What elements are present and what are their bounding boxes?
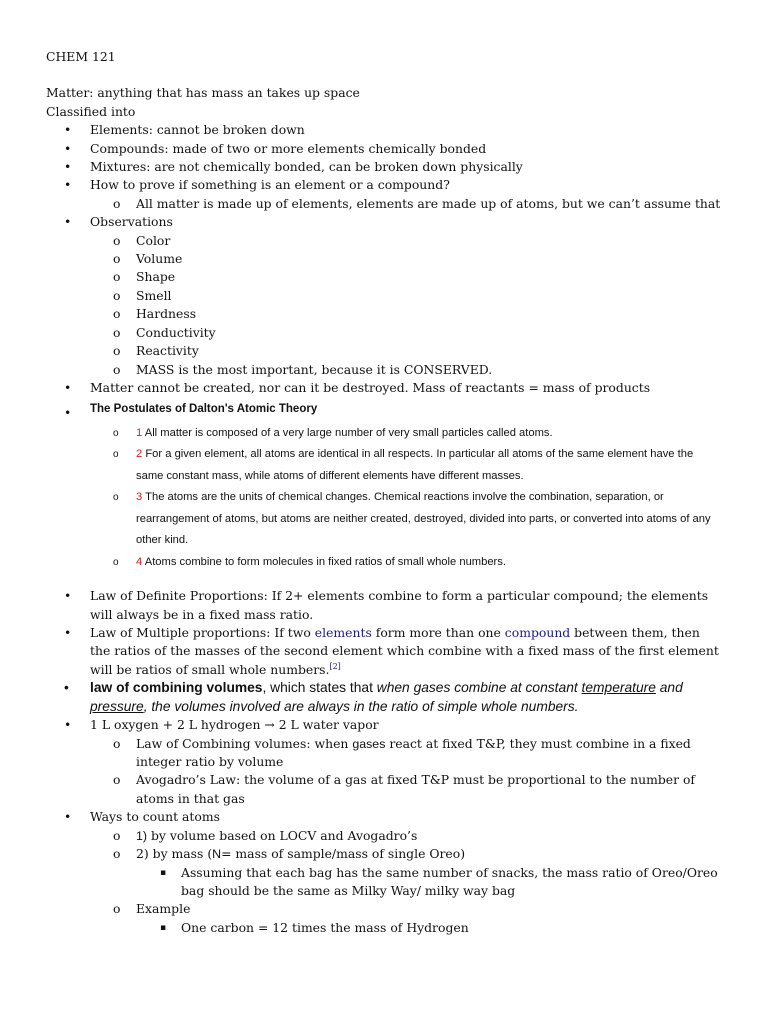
- bullet-marker: •: [64, 680, 69, 696]
- spacer: [46, 573, 722, 587]
- elements-link[interactable]: elements: [314, 625, 372, 641]
- circle-marker: o: [113, 427, 119, 439]
- list-item: • Law of Definite Proportions: If 2+ elements combine to form a particular compound; the elements will always be in a fixed mass ratio.: [64, 588, 709, 622]
- list-item: o 4 Atoms combine to form molecules in fixed ratios of small whole numbers.: [46, 552, 722, 574]
- circle-marker: o: [113, 361, 121, 377]
- list-item: o 2) by mass (N= mass of sample/mass of single Oreo): [46, 845, 722, 863]
- dalton-title: The Postulates of Dalton's Atomic Theory: [90, 403, 318, 416]
- list-item: o 1) by volume based on LOCV and Avogadro’s: [46, 827, 722, 845]
- list-item: • Compounds: made of two or more elements chemically bonded: [46, 140, 722, 158]
- list-item: o Shape: [46, 268, 722, 286]
- circle-marker: o: [113, 772, 121, 788]
- bullet-marker: •: [64, 588, 72, 604]
- list-item: • Observations: [46, 213, 722, 231]
- circle-marker: o: [113, 324, 121, 340]
- list-item: [46, 716, 722, 734]
- list-item: o Smell: [46, 287, 722, 305]
- list-item: o Conductivity: [46, 324, 722, 342]
- circle-marker: o: [113, 195, 121, 211]
- circle-marker: o: [113, 287, 121, 303]
- classified-heading: Classified into: [46, 103, 136, 119]
- bullet-marker: •: [64, 122, 72, 138]
- bullet-marker: •: [64, 379, 72, 395]
- square-marker: ▪: [160, 867, 167, 878]
- circle-marker: o: [113, 449, 119, 461]
- list-item: o All matter is made up of elements, elements are made up of atoms, but we can’t assume that: [46, 195, 722, 213]
- classes-list: [46, 121, 722, 573]
- circle-marker: o: [113, 251, 121, 267]
- bullet-marker: •: [64, 214, 72, 230]
- postulate-number: 1: [136, 426, 143, 439]
- circle-marker: o: [113, 735, 121, 751]
- list-item: o 2 For a given element, all atoms are identical in all respects. In particular all atoms of the same element have the same constant mass, while atoms of different elements have different masses.: [46, 444, 722, 487]
- bullet-marker: •: [64, 140, 72, 156]
- circle-marker: o: [113, 343, 121, 359]
- circle-marker: o: [113, 232, 121, 248]
- circle-marker: o: [113, 846, 121, 862]
- laws-list: [46, 587, 722, 937]
- list-item: • How to prove if something is an element or a compound?: [46, 176, 722, 194]
- list-item: [46, 400, 722, 421]
- lcv-term: law of combining volumes: [90, 680, 263, 696]
- circle-marker: o: [113, 492, 119, 504]
- list-item: • Mixtures: are not chemically bonded, can be broken down physically: [46, 158, 722, 176]
- bullet-marker: •: [64, 717, 72, 733]
- doc-title: CHEM 121: [46, 49, 116, 64]
- list-item: o Volume: [46, 250, 722, 268]
- bullet-marker: •: [64, 177, 72, 193]
- list-item: • Elements: cannot be broken down: [46, 121, 722, 139]
- list-item: o Hardness: [46, 305, 722, 323]
- circle-marker: o: [113, 556, 119, 568]
- bullet-marker: •: [64, 809, 72, 825]
- compound-link[interactable]: compound: [504, 625, 571, 641]
- bullet-marker: •: [64, 159, 72, 175]
- reference-link[interactable]: [2]: [329, 661, 341, 671]
- postulate-number: 4: [136, 555, 143, 568]
- list-item: • law of combining volumes, which states that when gases combine at constant temperature and pressure, the volumes involved are always in the ratio of simple whole numbers.: [64, 680, 683, 714]
- list-item: o Reactivity: [46, 342, 722, 360]
- bullet-marker: •: [64, 625, 72, 641]
- list-item: o Law of Combining volumes: when gases react at fixed T&P, they must combine in a fixed integer ratio by volume: [113, 735, 691, 770]
- circle-marker: o: [113, 269, 121, 285]
- list-item: • Ways to count atoms: [46, 808, 722, 826]
- list-item: ▪ Assuming that each bag has the same number of snacks, the mass ratio of Oreo/Oreo bag should be the same as Milky Way/ milky way bag: [160, 864, 718, 898]
- list-item: o 3 The atoms are the units of chemical changes. Chemical reactions involve the combination, separation, or rearrangement of atoms, but atoms are neither created, destroyed, divided into parts, or converted into atoms of any other kind.: [46, 487, 722, 552]
- list-item: • Law of Multiple proportions: If two elements form more than one compound between them, then the ratios of the masses of the second element which combine with a fixed mass of the first element will be ratios of small whole numbers.[2]: [64, 625, 719, 677]
- list-item: o 1 All matter is composed of a very large number of very small particles called atoms.: [46, 423, 722, 445]
- temperature-link[interactable]: temperature: [581, 680, 656, 696]
- list-item: ▪ One carbon = 12 times the mass of Hydrogen: [46, 919, 722, 937]
- matter-definition: Matter: anything that has mass an takes up space: [46, 85, 360, 101]
- pressure-link[interactable]: pressure: [90, 698, 144, 714]
- circle-marker: o: [113, 306, 121, 322]
- list-item: o Color: [46, 232, 722, 250]
- bullet-marker: •: [64, 405, 72, 421]
- list-item: o Avogadro’s Law: the volume of a gas at fixed T&P must be proportional to the number of atoms in that gas: [113, 772, 696, 806]
- circle-marker: o: [113, 901, 121, 917]
- circle-marker: o: [113, 827, 121, 843]
- postulate-number: 3: [136, 491, 143, 504]
- square-marker: ▪: [160, 922, 167, 933]
- list-item: o MASS is the most important, because it is CONSERVED.: [46, 361, 722, 379]
- list-item: o Example: [46, 900, 722, 918]
- reaction-equation: 1 L oxygen + 2 L hydrogen → 2 L water vapor: [90, 717, 379, 733]
- postulate-number: 2: [136, 448, 143, 461]
- list-item: • Matter cannot be created, nor can it be destroyed. Mass of reactants = mass of products: [46, 379, 722, 397]
